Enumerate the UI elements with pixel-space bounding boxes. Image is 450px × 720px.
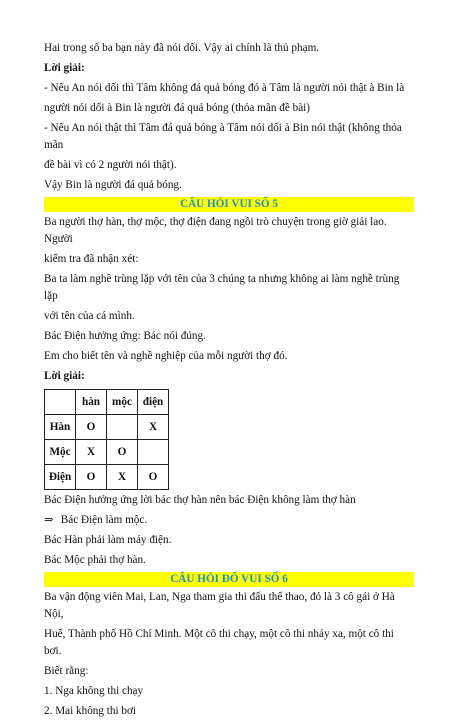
table-cell: O xyxy=(76,465,107,490)
table-row-header: Hàn xyxy=(45,415,76,440)
conclusion-line: Bác Hàn phải làm máy điện. xyxy=(44,534,172,546)
table-row-header: Mộc xyxy=(45,440,76,465)
table-cell: X xyxy=(76,440,107,465)
table-row xyxy=(45,415,169,440)
table-cell xyxy=(138,440,169,465)
table-cell: X xyxy=(107,465,138,490)
question-line: Biết rằng: xyxy=(44,665,89,677)
table-row xyxy=(45,465,169,490)
table-cell: O xyxy=(76,415,107,440)
question-line: Ba người thợ hàn, thợ mộc, thợ điện đang ngồi trò chuyện trong giờ giải lao. Người xyxy=(44,216,387,245)
solution-line: Vậy Bin là người đá quả bóng. xyxy=(44,179,182,191)
table-cell: X xyxy=(138,415,169,440)
table-header-cell: mộc xyxy=(107,390,138,415)
document-content xyxy=(44,40,414,720)
question-line: Em cho biết tên và nghề nghiệp của mỗi người thợ đó. xyxy=(44,350,288,362)
question-line: Ba vận động viên Mai, Lan, Nga tham gia thi đấu thể thao, đó là 3 cô gái ở Hà Nội, xyxy=(44,591,395,620)
table-cell: O xyxy=(138,465,169,490)
question-line: 2. Mai không thi bơi xyxy=(44,705,136,717)
question-6-banner: CÂU HỎI ĐỐ VUI SỐ 6 xyxy=(44,572,414,587)
solution-line: người nói dối à Bin là người đá quả bóng (thỏa mãn đề bài) xyxy=(44,102,310,114)
table-header-cell: điện xyxy=(138,390,169,415)
table-row-header: Điện xyxy=(45,465,76,490)
table-row xyxy=(45,440,169,465)
table-cell xyxy=(107,415,138,440)
solution-label: Lời giải: xyxy=(44,62,85,74)
conclusion-line xyxy=(44,512,414,529)
table-header-cell: hàn xyxy=(76,390,107,415)
question-line: với tên của cá mình. xyxy=(44,310,135,322)
logic-table xyxy=(44,389,169,490)
conclusion-line: Bác Điện hưởng ứng lời bác thợ hàn nên bác Điện không làm thợ hàn xyxy=(44,494,356,506)
question-line: Bác Điện hưởng ứng: Bác nói đúng. xyxy=(44,330,206,342)
question-line: Ba ta làm nghề trùng lặp với tên của 3 chúng ta nhưng không ai làm nghề trùng lặp xyxy=(44,273,400,302)
solution-line: - Nếu An nói dối thì Tâm không đá quả bóng đó à Tâm là người nói thật à Bin là xyxy=(44,82,405,94)
question-line: kiểm tra đã nhận xét: xyxy=(44,253,139,265)
table-header-row xyxy=(45,390,169,415)
conclusion-line: Bác Mộc phải thợ hàn. xyxy=(44,554,146,566)
question-5-banner: CÂU HỎI VUI SỐ 5 xyxy=(44,197,414,212)
table-cell xyxy=(45,390,76,415)
solution-label: Lời giải: xyxy=(44,370,85,382)
solution-line: đề bài vì có 2 người nói thật). xyxy=(44,159,177,171)
intro-line: Hai trong số ba bạn này đã nói dối. Vậy ai chính là thủ phạm. xyxy=(44,42,320,54)
question-line: 1. Nga không thi chạy xyxy=(44,685,144,697)
implies-arrow-icon: ⇒ xyxy=(44,514,54,526)
table-cell: O xyxy=(107,440,138,465)
question-line: Huế, Thành phố Hồ Chí Minh. Một cô thi chạy, một cô thi nhảy xa, một cô thi bơi. xyxy=(44,628,394,657)
solution-line: - Nếu An nói thật thì Tâm đá quả bóng à Tâm nói dối à Bin nói thật (không thỏa mãn xyxy=(44,122,402,151)
conclusion-text: Bác Điện làm mộc. xyxy=(60,514,148,526)
